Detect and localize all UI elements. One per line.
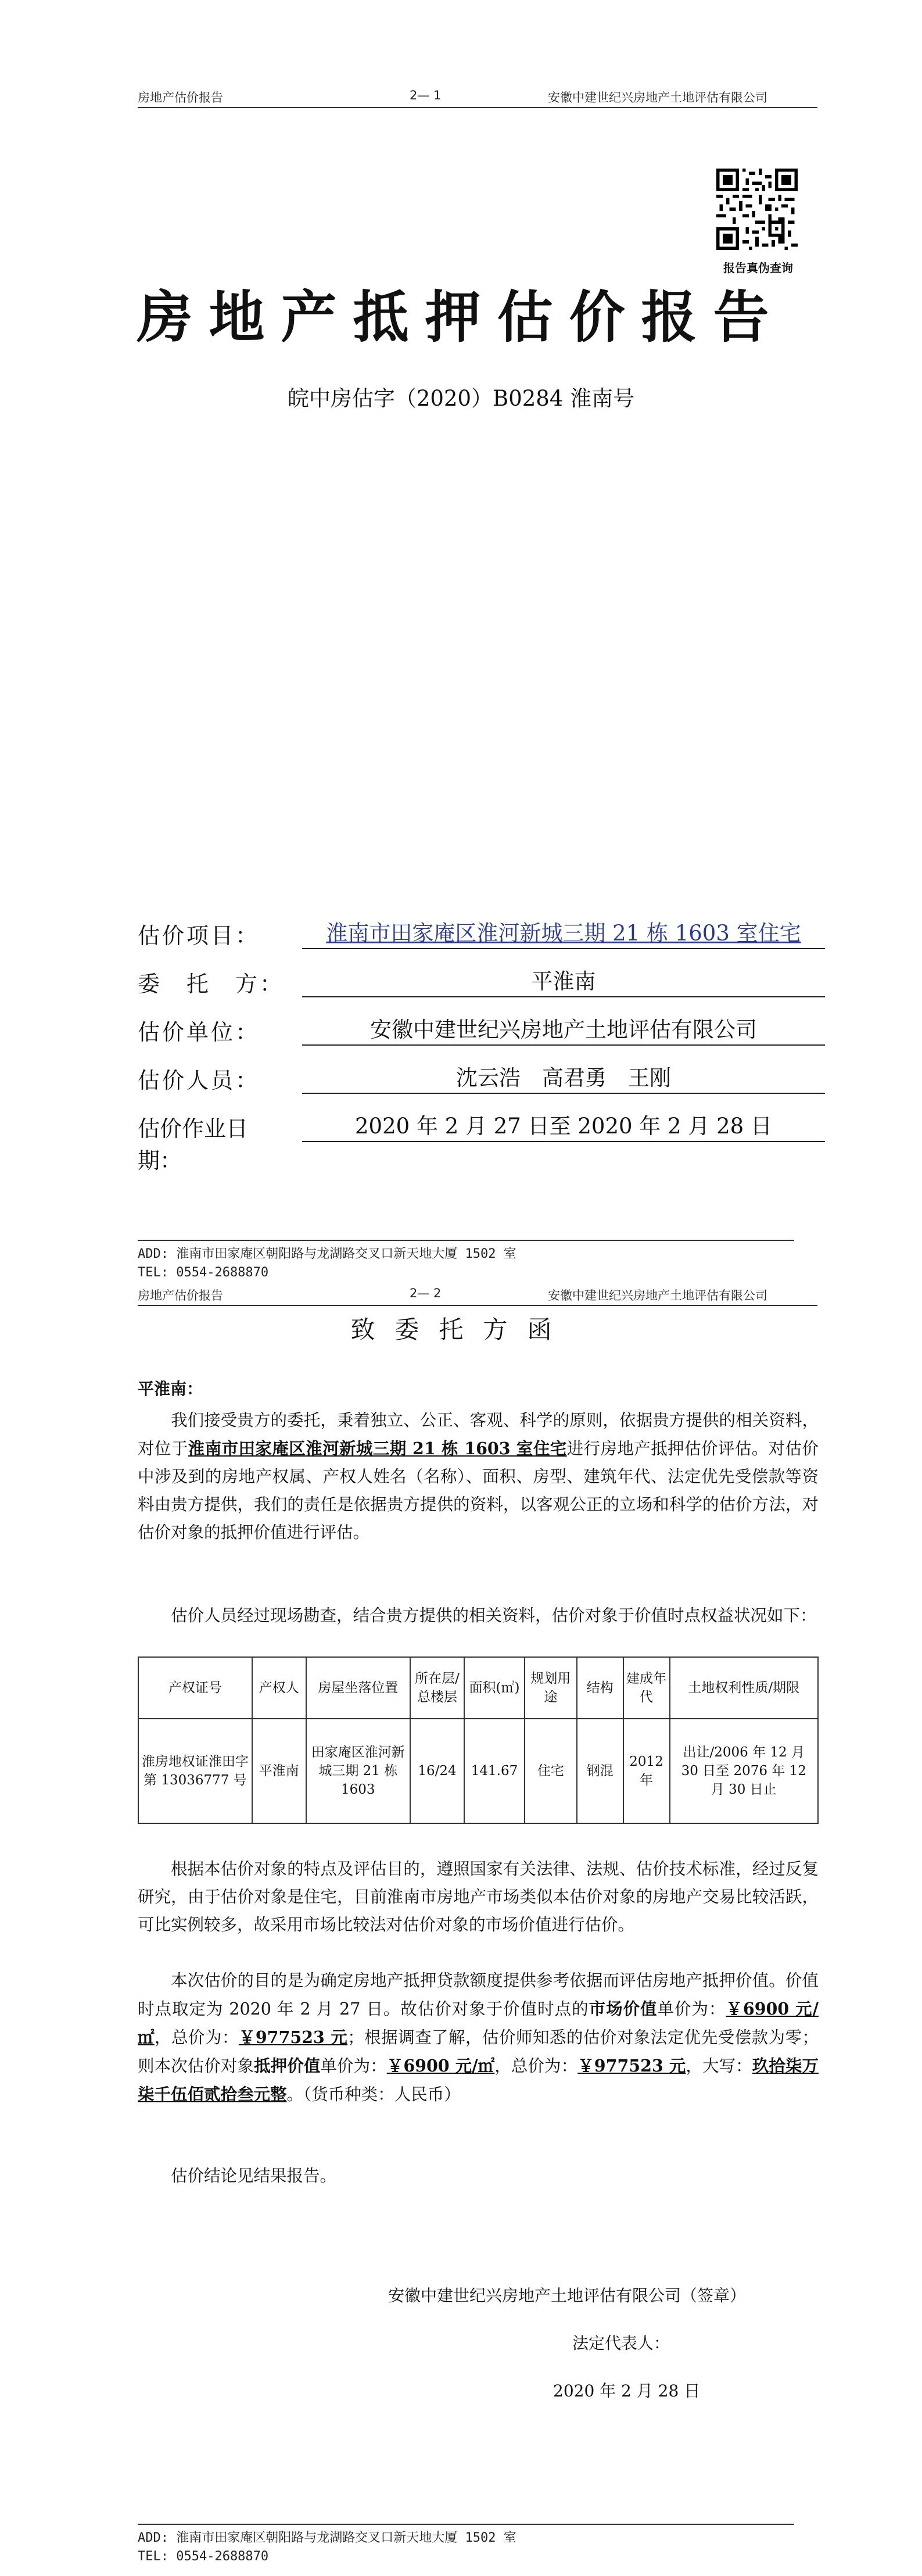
- page2-footer-rule: [138, 2524, 794, 2525]
- info-label-appraiser-company: 估价单位：: [138, 1019, 260, 1045]
- p4-text-g: ；根据调查了解，估价师知悉的估价对象法定优先受偿款为零；则本次估价对象: [138, 2028, 819, 2076]
- p4-mortgage-total-price: ￥977523 元: [577, 2056, 686, 2076]
- p4-market-value-label: 市场价值: [589, 1999, 658, 2019]
- qr-caption: 报告真伪查询: [723, 261, 793, 275]
- table-cell-built-year: 2012 年: [623, 1719, 670, 1823]
- table-row: [138, 1719, 818, 1823]
- report-title: 房地产抵押估价报告: [137, 284, 785, 350]
- table-header-cell: 产权人: [252, 1657, 306, 1719]
- page1-header-right: 安徽中建世纪兴房地产土地评估有限公司: [548, 91, 767, 105]
- info-value-client: 平淮南: [302, 964, 825, 997]
- table-cell-floor: 16/24: [410, 1719, 464, 1823]
- info-value-project[interactable]: 淮南市田家庵区淮河新城三期 21 栋 1603 室住宅: [302, 915, 825, 949]
- p4-text-i: 单价为：: [320, 2056, 387, 2076]
- info-row-project: [138, 915, 835, 948]
- p1-text-c: 进行房地产抵押估价评估。对估价中涉及到的房地产权属、产权人姓名（名称）、面积、房型、建筑年代、法定优先受偿款等资料由贵方提供，我们的责任是依据贵方提供的资料，以客观公正的立场和科学的估价方法，对估价对象的抵押价值进行评估。: [138, 1439, 819, 1542]
- page1-footer-rule: [138, 1240, 794, 1241]
- table-header-cell: 面积(㎡): [464, 1657, 525, 1719]
- letter-paragraph-2: 估价人员经过现场勘查，结合贵方提供的相关资料，估价对象于价值时点权益状况如下：: [171, 1606, 817, 1625]
- property-status-table: [138, 1656, 819, 1824]
- info-row-appraisers: [138, 1060, 835, 1093]
- info-label-appraisers: 估价人员：: [138, 1068, 260, 1093]
- page1-footer-address: ADD: 淮南市田家庵区朝阳路与龙湖路交叉口新天地大厦 1502 室: [138, 1247, 516, 1261]
- page2-footer-address: ADD: 淮南市田家庵区朝阳路与龙湖路交叉口新天地大厦 1502 室: [138, 2531, 516, 2545]
- table-header-cell: 土地权利性质/期限: [670, 1657, 819, 1719]
- page2-header-rule: [138, 1305, 817, 1306]
- p4-text-k: ，总价为：: [494, 2056, 578, 2076]
- page1-footer-tel: TEL: 0554-2688870: [138, 1265, 269, 1280]
- letter-addressee: 平淮南：: [138, 1379, 203, 1398]
- info-label-project: 估价项目：: [138, 923, 260, 949]
- table-header-cell: 结构: [577, 1657, 623, 1719]
- p4-text-o: 。（货币种类：人民币）: [286, 2085, 461, 2104]
- table-header-cell: 产权证号: [138, 1657, 252, 1719]
- table-header-cell: 建成年代: [623, 1657, 670, 1719]
- p4-market-unit-price: ￥6900 元/㎡: [138, 1999, 819, 2047]
- table-cell-area: 141.67: [464, 1719, 525, 1823]
- table-header-cell: 所在层/总楼层: [410, 1657, 464, 1719]
- p1-text-a: 我们接受贵方的委托，秉着独立、公正、客观、科学的原则，依据贵方提供的相关资料，对位于: [138, 1411, 819, 1458]
- letter-title: 致委托方函: [350, 1315, 572, 1344]
- page1-header-rule: [138, 107, 817, 108]
- page2-header-page-number: 2— 2: [410, 1286, 442, 1300]
- table-cell-owner: 平淮南: [252, 1719, 306, 1823]
- page1-header-page-number: 2— 1: [410, 88, 442, 102]
- qr-code-icon[interactable]: [716, 169, 798, 250]
- page2-header-right: 安徽中建世纪兴房地产土地评估有限公司: [548, 1289, 767, 1303]
- page2-footer-tel: TEL: 0554-2688870: [138, 2549, 269, 2564]
- info-row-work-date: [138, 1108, 835, 1173]
- page2-header-left: 房地产估价报告: [138, 1289, 223, 1303]
- info-row-client: [138, 964, 835, 996]
- p4-text-c: 单价为：: [657, 1999, 726, 2019]
- signature-legal-representative: 法定代表人：: [572, 2334, 670, 2353]
- p4-text-a: 本次估价的目的是为确定房地产抵押贷款额度提供参考依据而评估房地产抵押价值。价值时点取定为 2020 年 2 月 27 日。故估价对象于价值时点的: [138, 1971, 819, 2019]
- signature-date: 2020 年 2 月 28 日: [553, 2381, 701, 2400]
- info-value-work-date: 2020 年 2 月 27 日至 2020 年 2 月 28 日: [302, 1108, 825, 1142]
- table-cell-land-rights: 出让/2006 年 12 月 30 日至 2076 年 12 月 30 日止: [670, 1719, 819, 1823]
- table-cell-certificate-number: 淮房地权证淮田字第 13036777 号: [138, 1719, 252, 1823]
- letter-paragraph-1: [138, 1407, 819, 1547]
- document-number: 皖中房估字（2020）B0284 淮南号: [287, 386, 635, 411]
- p4-market-total-price: ￥977523 元: [238, 2027, 348, 2047]
- table-cell-structure: 钢混: [577, 1719, 623, 1823]
- table-cell-location: 田家庵区淮河新城三期 21 栋 1603: [306, 1719, 411, 1823]
- p4-text-m: ，大写：: [686, 2056, 752, 2076]
- info-label-client: 委 托 方：: [138, 971, 285, 997]
- table-header-row: [138, 1657, 818, 1719]
- table-header-cell: 规划用途: [525, 1657, 577, 1719]
- p1-property-address: 淮南市田家庵区淮河新城三期 21 栋 1603 室住宅: [188, 1439, 567, 1458]
- table-header-cell: 房屋坐落位置: [306, 1657, 411, 1719]
- table-cell-usage: 住宅: [525, 1719, 577, 1823]
- info-row-appraiser-company: [138, 1012, 835, 1044]
- p4-mortgage-value-label: 抵押价值: [254, 2056, 321, 2076]
- p4-amount-in-words: 玖拾柒万柒千伍佰贰拾叁元整: [138, 2056, 819, 2104]
- info-value-appraisers: 沈云浩 高君勇 王刚: [302, 1060, 825, 1094]
- letter-paragraph-4: [138, 1967, 819, 2109]
- info-label-work-date: 估价作业日期：: [138, 1116, 249, 1173]
- info-value-appraiser-company: 安徽中建世纪兴房地产土地评估有限公司: [302, 1012, 825, 1046]
- letter-paragraph-3: 根据本估价对象的特点及评估目的，遵照国家有关法律、法规、估价技术标准，经过反复研究，由于估价对象是住宅，目前淮南市房地产市场类似本估价对象的房地产交易比较活跃，可比实例较多，故采用市场比较法对估价对象的市场价值进行估价。: [138, 1859, 819, 1934]
- page1-header-left: 房地产估价报告: [138, 91, 223, 105]
- signature-company: 安徽中建世纪兴房地产土地评估有限公司（签章）: [388, 2286, 747, 2305]
- letter-paragraph-5: 估价结论见结果报告。: [171, 2166, 337, 2185]
- p4-mortgage-unit-price: ￥6900 元/㎡: [386, 2056, 495, 2076]
- p4-text-e: ，总价为：: [154, 2028, 239, 2047]
